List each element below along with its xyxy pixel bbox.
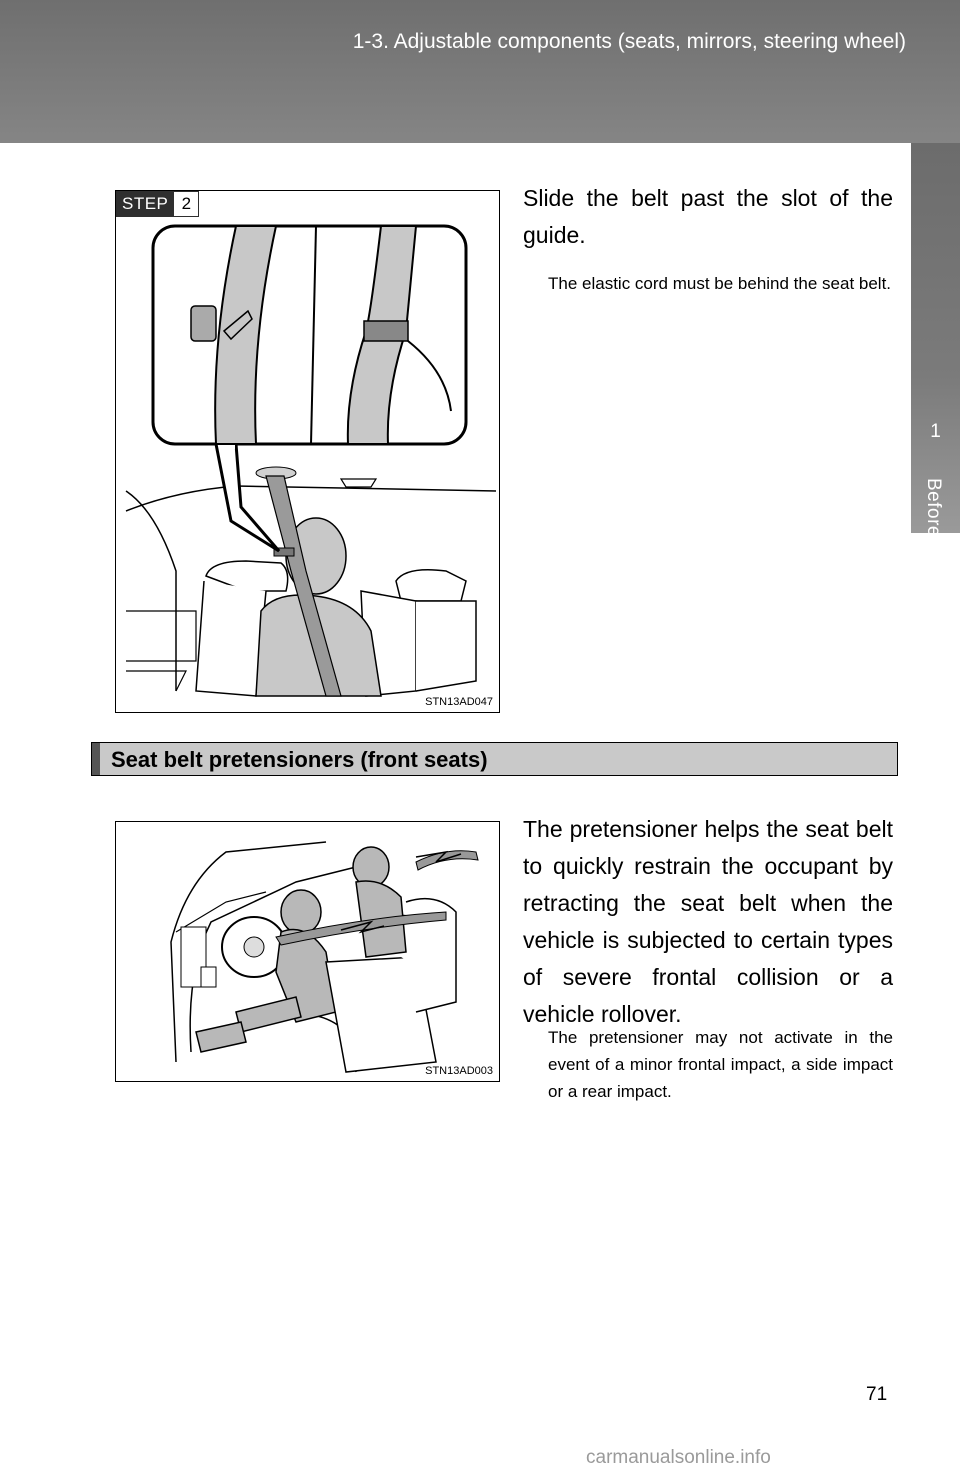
watermark: carmanualsonline.info: [586, 1447, 771, 1468]
page-number: 71: [866, 1384, 888, 1405]
step2-note: The elastic cord must be behind the seat belt.: [548, 274, 892, 293]
pretensioner-description: The pretensioner helps the seat belt to quickly restrain the occupant by retracting the seat belt when the vehicle is subjected to certain types of severe frontal collision or a vehicle rollover.: [523, 816, 893, 1027]
pretensioner-illustration: [116, 822, 499, 1081]
step2-figure: [115, 190, 500, 713]
step-word: STEP: [116, 191, 174, 217]
chapter-tab: [911, 143, 960, 533]
chapter-number: 1: [930, 421, 941, 442]
pretensioner-figure: [115, 821, 500, 1082]
section-heading-bar: [91, 742, 898, 776]
figure-code: STN13AD047: [425, 696, 493, 708]
pretensioner-note: The pretensioner may not activate in the event of a minor frontal impact, a side impact or a rear impact.: [548, 1028, 893, 1101]
step2-instruction: Slide the belt past the slot of the guide.: [523, 185, 893, 248]
section-title: 1-3. Adjustable components (seats, mirrors, steering wheel): [352, 30, 906, 53]
page-header: [0, 0, 960, 143]
heading-accent: [92, 743, 100, 775]
chapter-label: Before driving: [923, 478, 944, 603]
figure-code: STN13AD003: [425, 1065, 493, 1077]
step-number: 2: [174, 191, 199, 217]
section-heading: Seat belt pretensioners (front seats): [111, 747, 488, 772]
seat-belt-guide-illustration: [116, 191, 499, 712]
